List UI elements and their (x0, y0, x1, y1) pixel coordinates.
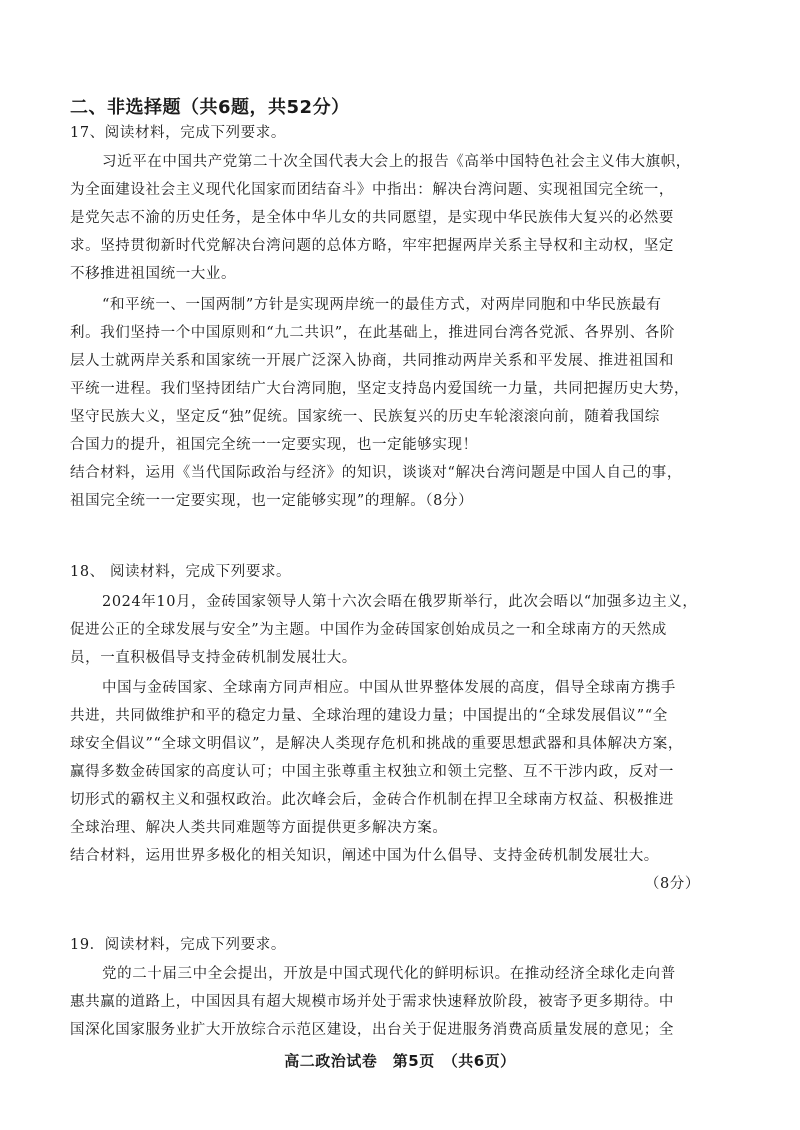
q18-score: （8分） (644, 876, 700, 892)
page-footer: 高二政治试卷 第5页 （共6页） (284, 1052, 516, 1070)
q17-task-line: 结合材料，运用《当代国际政治与经济》的知识，谈谈对“解决台湾问题是中国人自己的事， (70, 465, 683, 481)
q17-p2-line: 合国力的提升，祖国完全统一一定要实现，也一定能够实现！ (70, 437, 478, 453)
section-title: 二、非选择题（共6题，共52分） (70, 97, 350, 118)
q18-p2-line: 切形式的霸权主义和强权政治。此次峰会后，金砖合作机制在捍卫全球南方权益、积极推进 (70, 792, 674, 808)
q18-task: 结合材料，运用世界多极化的相关知识，阐述中国为什么倡导、支持金砖机制发展壮大。 (70, 848, 659, 864)
q18-p2-line: 球安全倡议”“全球文明倡议”，是解决人类现存危机和挑战的重要思想武器和具体解决方案， (70, 736, 683, 752)
q18-p1-line: 2024年10月，金砖国家领导人第十六次会晤在俄罗斯举行，此次会晤以“加强多边主义， (102, 594, 698, 610)
q18-p1-line: 促进公正的全球发展与安全”为主题。中国作为金砖国家创始成员之一和全球南方的天然成 (70, 622, 667, 638)
q17-task-line: 祖国完全统一一定要实现，也一定能够实现”的理解。（8分） (70, 493, 474, 509)
q19-p1-line: 党的二十届三中全会提出，开放是中国式现代化的鲜明标识。在推动经济全球化走向普 (102, 966, 676, 982)
q17-p2-line: 层人士就两岸关系和国家统一开展广泛深入协商，共同推动两岸关系和平发展、推进祖国和 (70, 353, 674, 369)
q17-p2-line: 利。我们坚持一个中国原则和“九二共识”，在此基础上，推进同台湾各党派、各界别、各阶 (70, 325, 675, 341)
q18-p2-line: 中国与金砖国家、全球南方同声相应。中国从世界整体发展的高度，倡导全球南方携手 (102, 680, 676, 696)
q19-prompt: 19．阅读材料，完成下列要求。 (70, 937, 286, 953)
q18-p2-line: 全球治理、解决人类共同难题等方面提供更多解决方案。 (70, 820, 448, 836)
q17-p2-line: “和平统一、一国两制”方针是实现两岸统一的最佳方式，对两岸同胞和中华民族最有 (102, 297, 662, 313)
q17-prompt: 17、阅读材料，完成下列要求。 (70, 125, 286, 141)
q19-p1-line: 国深化国家服务业扩大开放综合示范区建设，出台关于促进服务消费高质量发展的意见；全 (70, 1022, 674, 1038)
q17-p1-line: 是党矢志不渝的历史任务，是全体中华儿女的共同愿望，是实现中华民族伟大复兴的必然要 (70, 210, 674, 226)
q17-p1-line: 为全面建设社会主义现代化国家而团结奋斗》中指出：解决台湾问题、实现祖国完全统一， (70, 182, 674, 198)
q17-p2-line: 坚守民族大义，坚定反“独”促统。国家统一、民族复兴的历史车轮滚滚向前，随着我国综 (70, 409, 660, 425)
q18-p2-line: 赢得多数金砖国家的高度认可；中国主张尊重主权独立和领土完整、互不干涉内政，反对一 (70, 764, 674, 780)
q18-p1-line: 员，一直积极倡导支持金砖机制发展壮大。 (70, 650, 357, 666)
q17-p1-line: 不移推进祖国统一大业。 (70, 266, 237, 282)
q17-p1-line: 求。坚持贯彻新时代党解决台湾问题的总体方略，牢牢把握两岸关系主导权和主动权，坚定 (70, 238, 674, 254)
q19-p1-line: 惠共赢的道路上，中国因具有超大规模市场并处于需求快速释放阶段，被寄予更多期待。中 (70, 994, 674, 1010)
q18-p2-line: 共进，共同做维护和平的稳定力量、全球治理的建设力量；中国提出的“全球发展倡议”“全 (70, 708, 668, 724)
q17-p2-line: 平统一进程。我们坚持团结广大台湾同胞，坚定支持岛内爱国统一力量，共同把握历史大势， (70, 381, 690, 397)
q18-prompt: 18、 阅读材料，完成下列要求。 (70, 564, 292, 580)
q17-p1-line: 习近平在中国共产党第二十次全国代表大会上的报告《高举中国特色社会主义伟大旗帜， (102, 154, 691, 170)
